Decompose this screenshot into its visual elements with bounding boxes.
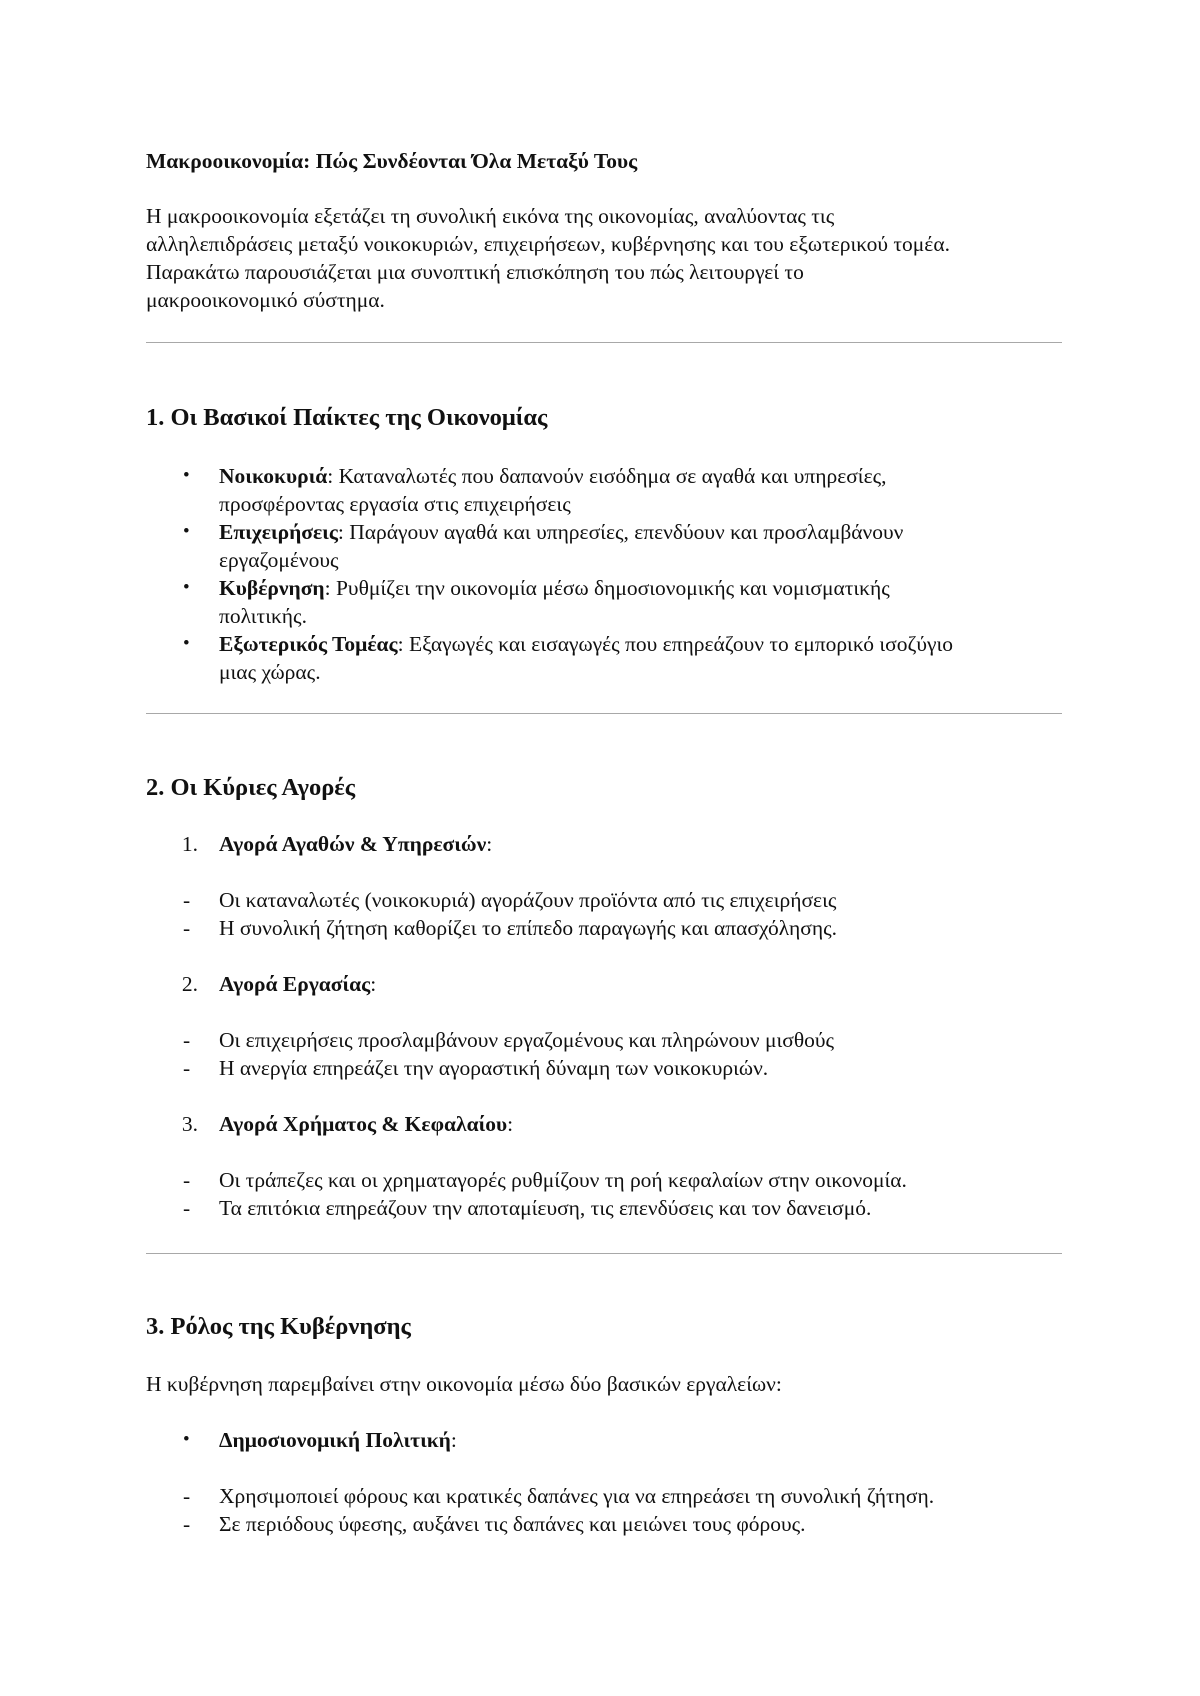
- bullet-icon: •: [183, 1429, 190, 1450]
- dash-icon: -: [183, 1168, 191, 1192]
- market-point: Οι επιχειρήσεις προσλαμβάνουν εργαζομένους και πληρώνουν μισθούς: [219, 1028, 835, 1052]
- bullet-icon: •: [183, 521, 190, 542]
- section-heading: 1. Οι Βασικοί Παίκτες της Οικονομίας: [146, 404, 548, 431]
- bullet-icon: •: [183, 465, 190, 486]
- section-heading: 2. Οι Κύριες Αγορές: [146, 774, 356, 801]
- list-item-line: εργαζομένους: [219, 548, 339, 572]
- market-point: Η συνολική ζήτηση καθορίζει το επίπεδο παραγωγής και απασχόλησης.: [219, 916, 837, 940]
- market-point: Τα επιτόκια επηρεάζουν την αποταμίευση, τις επενδύσεις και τον δανεισμό.: [219, 1196, 872, 1220]
- dash-icon: -: [183, 1196, 191, 1220]
- document-title: Μακροοικονομία: Πώς Συνδέονται Όλα Μεταξύ Τους: [146, 149, 638, 173]
- policy-point: Σε περιόδους ύφεσης, αυξάνει τις δαπάνες και μειώνει τους φόρους.: [219, 1512, 806, 1536]
- bullet-icon: •: [183, 577, 190, 598]
- dash-icon: -: [183, 1028, 191, 1052]
- policy-title: Δημοσιονομική Πολιτική:: [219, 1428, 457, 1452]
- market-title: Αγορά Χρήματος & Κεφαλαίου:: [219, 1112, 514, 1136]
- section-intro: Η κυβέρνηση παρεμβαίνει στην οικονομία μέσω δύο βασικών εργαλείων:: [146, 1372, 782, 1396]
- dash-icon: -: [183, 1056, 191, 1080]
- list-item-line: [219, 518, 903, 546]
- term: Εξωτερικός Τομέας: [219, 632, 398, 656]
- list-item-line: πολιτικής.: [219, 604, 307, 628]
- intro-line: Παρακάτω παρουσιάζεται μια συνοπτική επισκόπηση του πώς λειτουργεί το: [146, 260, 804, 284]
- list-item-line: [219, 630, 953, 658]
- list-number: 3.: [181, 1112, 198, 1136]
- dash-icon: -: [183, 1512, 191, 1536]
- policy-point: Χρησιμοποιεί φόρους και κρατικές δαπάνες για να επηρεάσει τη συνολική ζήτηση.: [219, 1484, 935, 1508]
- description: : Καταναλωτές που δαπανούν εισόδημα σε αγαθά και υπηρεσίες,: [327, 464, 887, 488]
- term: Νοικοκυριά: [219, 464, 328, 488]
- list-item-line: [219, 574, 890, 602]
- market-point: Οι καταναλωτές (νοικοκυριά) αγοράζουν προϊόντα από τις επιχειρήσεις: [219, 888, 837, 912]
- description: : Εξαγωγές και εισαγωγές που επηρεάζουν το εμπορικό ισοζύγιο: [397, 632, 954, 656]
- market-title: Αγορά Εργασίας:: [219, 972, 377, 996]
- dash-icon: -: [183, 888, 191, 912]
- dash-icon: -: [183, 916, 191, 940]
- intro-line: Η μακροοικονομία εξετάζει τη συνολική εικόνα της οικονομίας, αναλύοντας τις: [146, 204, 835, 228]
- market-point: Οι τράπεζες και οι χρηματαγορές ρυθμίζουν τη ροή κεφαλαίων στην οικονομία.: [219, 1168, 907, 1192]
- market-title: Αγορά Αγαθών & Υπηρεσιών:: [219, 832, 493, 856]
- term: Επιχειρήσεις: [219, 520, 338, 544]
- list-item-line: [219, 462, 887, 490]
- divider: [146, 713, 1062, 714]
- dash-icon: -: [183, 1484, 191, 1508]
- description: : Παράγουν αγαθά και υπηρεσίες, επενδύουν και προσλαμβάνουν: [337, 520, 904, 544]
- description: : Ρυθμίζει την οικονομία μέσω δημοσιονομικής και νομισματικής: [324, 576, 890, 600]
- list-item-line: προσφέροντας εργασία στις επιχειρήσεις: [219, 492, 571, 516]
- intro-line: αλληλεπιδράσεις μεταξύ νοικοκυριών, επιχειρήσεων, κυβέρνησης και του εξωτερικού τομέα.: [146, 232, 950, 256]
- divider: [146, 342, 1062, 343]
- market-point: Η ανεργία επηρεάζει την αγοραστική δύναμη των νοικοκυριών.: [219, 1056, 769, 1080]
- section-heading: 3. Ρόλος της Κυβέρνησης: [146, 1313, 411, 1340]
- list-item-line: μιας χώρας.: [219, 660, 321, 684]
- divider: [146, 1253, 1062, 1254]
- list-number: 2.: [181, 972, 198, 996]
- term: Κυβέρνηση: [219, 576, 325, 600]
- list-number: 1.: [181, 832, 198, 856]
- bullet-icon: •: [183, 633, 190, 654]
- intro-line: μακροοικονομικό σύστημα.: [146, 288, 385, 312]
